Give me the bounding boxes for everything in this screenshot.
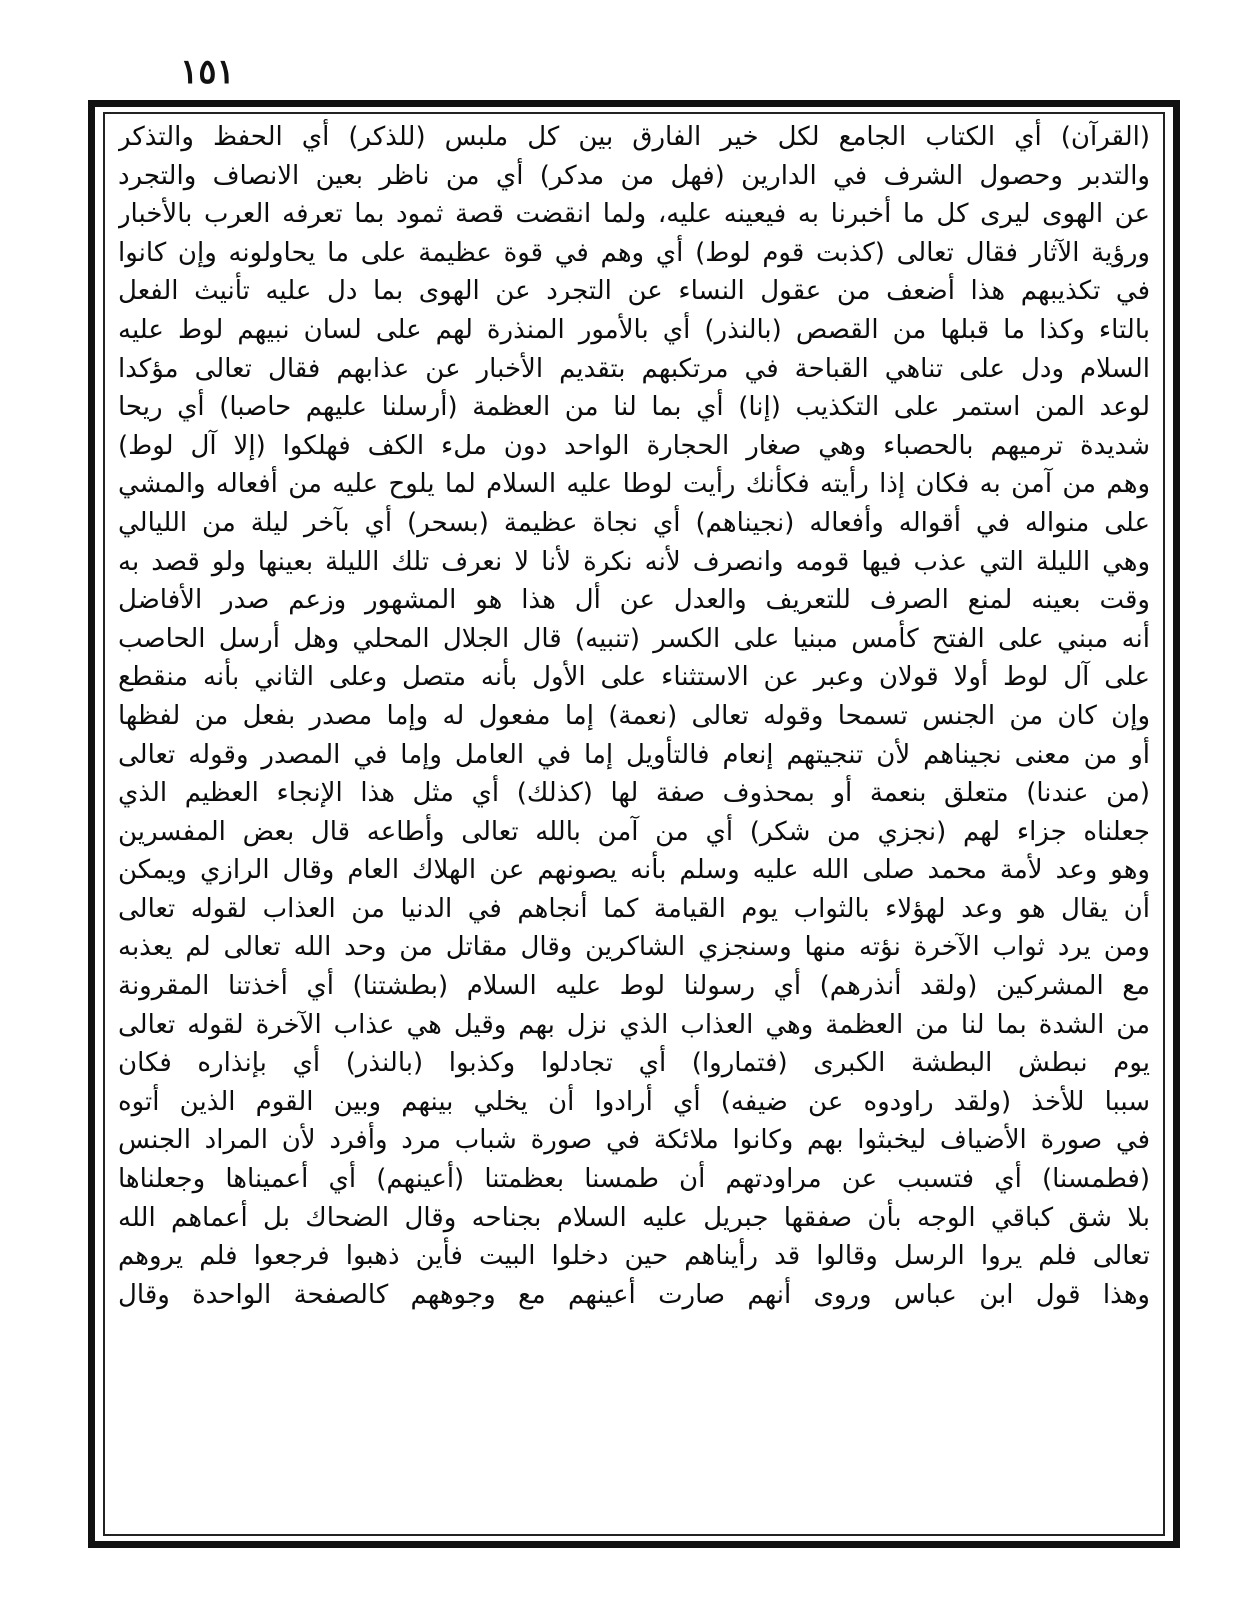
text-line: ورؤية الآثار فقال تعالى (كذبت قوم لوط) أي وهم في قوة عظيمة على ما يحاولونه وإن كانوا	[118, 237, 1150, 268]
text-line: وإن كان من الجنس تسمحا وقوله تعالى (نعمة) إما مفعول له وإما مصدر بفعل من لفظها	[118, 700, 1150, 731]
text-line: لوعد المن استمر على التكذيب (إنا) أي بما لنا من العظمة (أرسلنا عليهم حاصبا) أي ريحا	[118, 392, 1150, 423]
text-line: بلا شق كباقي الوجه بأن صفقها جبريل عليه السلام بجناحه وقال الضحاك بل أعماهم الله	[118, 1202, 1150, 1233]
text-line: بالتاء وكذا ما قبلها من القصص (بالنذر) أي بالأمور المنذرة لهم على لسان نبيهم لوط عليه	[118, 314, 1150, 345]
text-line: (من عندنا) متعلق بنعمة أو بمحذوف صفة لها (كذلك) أي مثل هذا الإنجاء العظيم الذي	[118, 778, 1150, 809]
text-line: على منواله في أقواله وأفعاله (نجيناهم) أي نجاة عظيمة (بسحر) أي بآخر ليلة من الليالي	[118, 507, 1150, 538]
text-line: أو من معنى نجيناهم لأن تنجيتهم إنعام فالتأويل إما في العامل وإما في المصدر وقوله تعالى	[118, 739, 1150, 770]
text-line: وهو وعد لأمة محمد صلى الله عليه وسلم بأنه يصونهم عن الهلاك العام وقال الرازي ويمكن	[118, 855, 1150, 886]
text-line: تعالى فلم يروا الرسل وقالوا قد رأيناهم حين دخلوا البيت فأين ذهبوا فرجعوا فلم يروهم	[118, 1241, 1150, 1272]
text-line: مع المشركين (ولقد أنذرهم) أي رسولنا لوط عليه السلام (بطشتنا) أي أخذتنا المقرونة	[118, 971, 1150, 1002]
body-text	[112, 118, 1156, 1530]
text-line: على آل لوط أولا قولان وعبر عن الاستثناء على الأول بأنه متصل وعلى الثاني بأنه منقطع	[118, 662, 1150, 693]
text-line: وقت بعينه لمنع الصرف للتعريف والعدل عن أل هذا هو المشهور وزعم صدر الأفاضل	[118, 585, 1150, 616]
text-line: وهذا قول ابن عباس وروى أنهم صارت أعينهم مع وجوههم كالصفحة الواحدة وقال	[118, 1279, 1150, 1310]
text-line: سببا للأخذ (ولقد راودوه عن ضيفه) أي أرادوا أن يخلي بينهم وبين القوم الذين أتوه	[118, 1086, 1150, 1117]
text-line: (فطمسنا) أي فتسبب عن مراودتهم أن طمسنا بعظمتنا (أعينهم) أي أعميناها وجعلناها	[118, 1164, 1150, 1195]
text-line: وهم من آمن به فكان إذا رأيته فكأنك رأيت لوطا عليه السلام لما يلوح عليه من أفعاله والمشي	[118, 469, 1150, 500]
text-line: من الشدة بما لنا من العظمة وهي العذاب الذي نزل بهم وقيل هي عذاب الآخرة لقوله تعالى	[118, 1009, 1150, 1040]
page-number: ١٥١	[180, 52, 235, 92]
text-line: يوم نبطش البطشة الكبرى (فتماروا) أي تجادلوا وكذبوا (بالنذر) أي بإنذاره فكان	[118, 1048, 1150, 1079]
text-line: وهي الليلة التي عذب فيها قومه وانصرف لأنه نكرة لأنا لا نعرف تلك الليلة بعينها ولو قصد به	[118, 546, 1150, 577]
text-line: والتدبر وحصول الشرف في الدارين (فهل من مدكر) أي من ناظر بعين الانصاف والتجرد	[118, 160, 1150, 191]
text-line: عن الهوى ليرى كل ما أخبرنا به فيعينه عليه، ولما انقضت قصة ثمود بما تعرفه العرب بالأخبار	[118, 199, 1150, 230]
text-line: أن يقال هو وعد لهؤلاء بالثواب يوم القيامة كما أنجاهم في الدنيا من العذاب لقوله تعالى	[118, 893, 1150, 924]
text-line: السلام ودل على تناهي القباحة في مرتكبهم بتقديم الأخبار عن عذابهم فقال تعالى مؤكدا	[118, 353, 1150, 384]
text-line: ومن يرد ثواب الآخرة نؤته منها وسنجزي الشاكرين وقال مقاتل من وحد الله تعالى لم يعذبه	[118, 932, 1150, 963]
text-line: (القرآن) أي الكتاب الجامع لكل خير الفارق بين كل ملبس (للذكر) أي الحفظ والتذكر	[118, 122, 1150, 152]
text-line: شديدة ترميهم بالحصباء وهي صغار الحجارة الواحد دون ملء الكف فهلكوا (إلا آل لوط)	[118, 430, 1150, 461]
text-line: جعلناه جزاء لهم (نجزي من شكر) أي من آمن بالله تعالى وأطاعه قال بعض المفسرين	[118, 816, 1150, 847]
text-line: في صورة الأضياف ليخبثوا بهم وكانوا ملائكة في صورة شباب مرد وأفرد لأن المراد الجنس	[118, 1125, 1150, 1156]
text-line: أنه مبني على الفتح كأمس مبنيا على الكسر (تنبيه) قال الجلال المحلي وهل أرسل الحاصب	[118, 623, 1150, 654]
text-line: في تكذيبهم هذا أضعف من عقول النساء عن التجرد عن الهوى بما دل عليه تأنيث الفعل	[118, 276, 1150, 307]
